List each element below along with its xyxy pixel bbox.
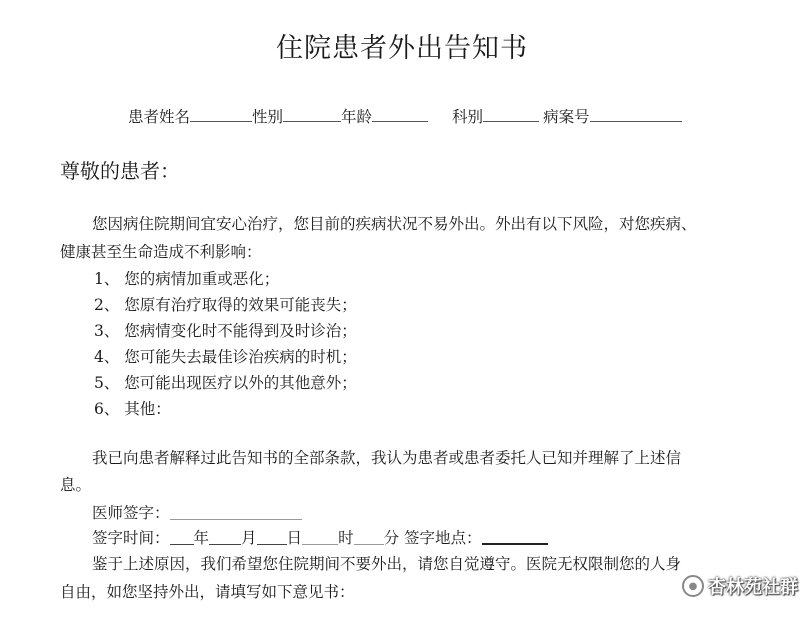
sign-time-label: 签字时间： (92, 529, 170, 547)
patient-info-row (128, 105, 682, 127)
intro-line-1: 您因病住院期间宜安心治疗，您目前的疾病状况不易外出。外出有以下风险，对您疾病、 (92, 215, 697, 233)
risk-item-4: 4、 您可能失去最佳诊治疾病的时机； (94, 348, 357, 366)
minute-blank (354, 530, 384, 545)
hour-blank (302, 530, 338, 545)
risk-item-6: 6、 其他： (94, 400, 171, 418)
doctor-sign-label: 医师签字： (92, 504, 170, 522)
risk-item-3: 3、 您病情变化时不能得到及时诊治； (94, 322, 357, 340)
doctor-signature-row (92, 501, 302, 523)
dept-blank (483, 120, 539, 122)
age-blank (372, 120, 428, 122)
statement-line-2: 息。 (60, 476, 92, 494)
month-blank (209, 530, 241, 545)
record-blank (590, 120, 682, 122)
month-label: 月 (241, 529, 257, 547)
year-label: 年 (193, 529, 210, 547)
day-blank (257, 530, 287, 545)
minute-label: 分 (383, 529, 400, 547)
sign-time-row (92, 526, 548, 548)
sex-blank (283, 120, 341, 122)
watermark (682, 573, 798, 599)
year-blank (170, 530, 194, 545)
doctor-sign-blank (170, 505, 302, 520)
sign-place-label: 签字地点： (404, 529, 482, 547)
sex-label: 性别 (252, 108, 284, 126)
dept-label: 科别 (452, 108, 484, 126)
sign-place-blank (482, 529, 548, 545)
document-title: 住院患者外出告知书 (276, 33, 528, 64)
hour-label: 时 (338, 529, 354, 547)
record-label: 病案号 (543, 108, 590, 126)
chat-bubble-icon: ● (682, 575, 704, 597)
intro-line-2: 健康甚至生命造成不利影响： (60, 243, 262, 261)
closing-line-1: 鉴于上述原因，我们希望您住院期间不要外出，请您自觉遵守。医院无权限制您的人身 (92, 555, 682, 573)
age-label: 年龄 (341, 108, 373, 126)
name-blank (190, 120, 252, 122)
watermark-text: 杏林苑社群 (708, 577, 798, 598)
closing-line-2: 自由，如您坚持外出，请填写如下意见书： (60, 583, 355, 601)
greeting: 尊敬的患者： (60, 159, 180, 183)
day-label: 日 (286, 529, 303, 547)
risk-item-2: 2、 您原有治疗取得的效果可能丧失； (94, 296, 357, 314)
risk-item-1: 1、 您的病情加重或恶化； (94, 270, 280, 288)
statement-line-1: 我已向患者解释过此告知书的全部条款，我认为患者或患者委托人已知并理解了上述信 (92, 449, 682, 467)
risk-item-5: 5、 您可能出现医疗以外的其他意外； (94, 374, 357, 392)
name-label: 患者姓名 (128, 108, 191, 126)
